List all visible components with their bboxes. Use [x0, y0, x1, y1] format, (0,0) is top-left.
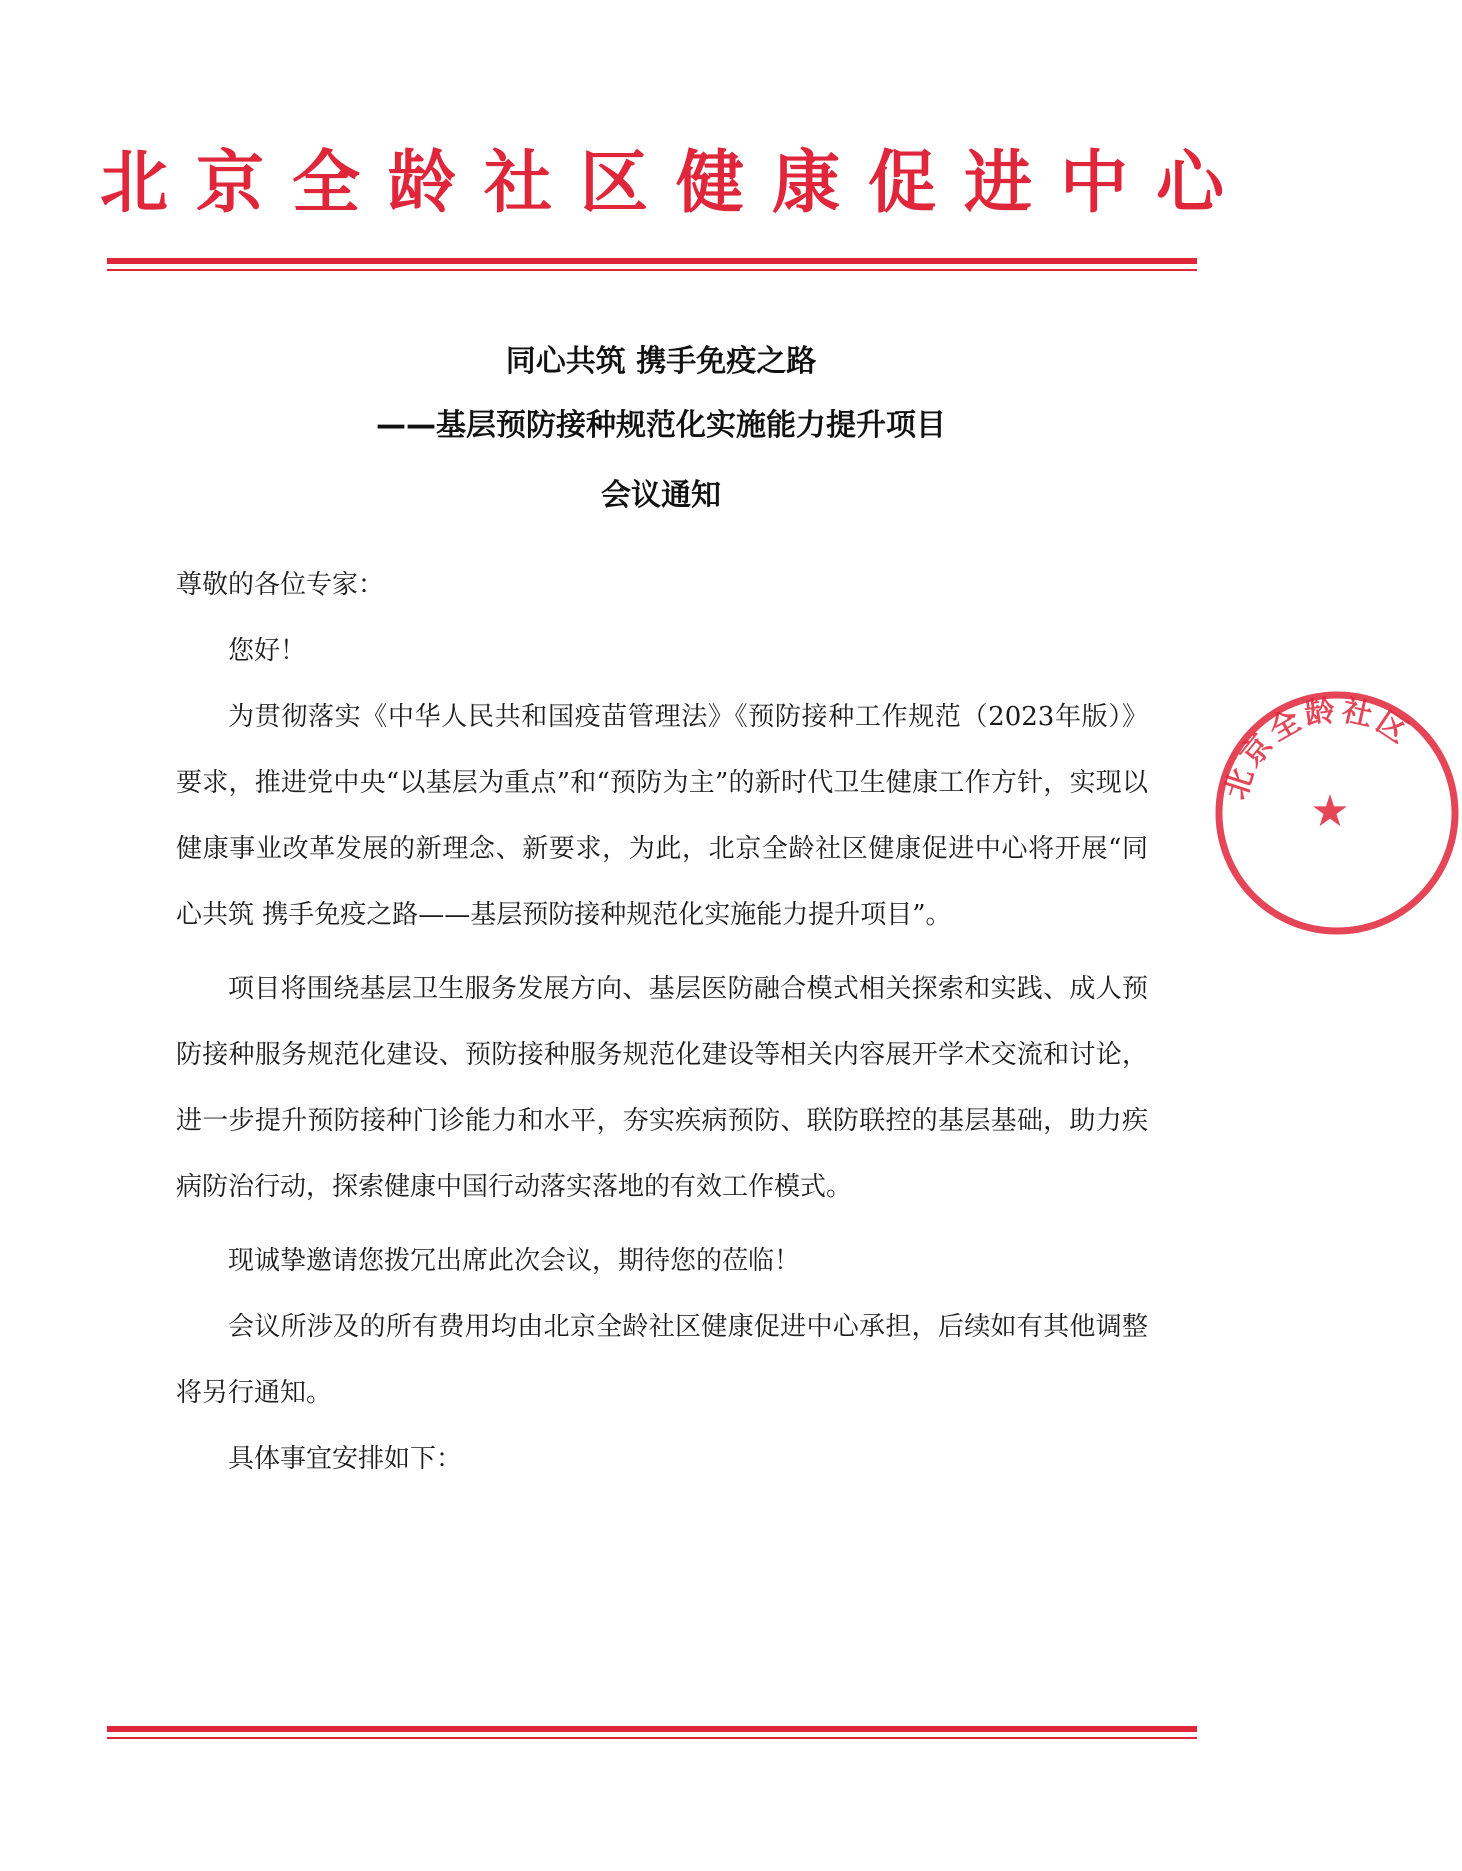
paragraph-project-scope: 项目将围绕基层卫生服务发展方向、基层医防融合模式相关探索和实践、成人预防接种服务规范化建设、预防接种服务规范化建设等相关内容展开学术交流和讨论，进一步提升预防接种门诊能力和水平，夯实疾病预防、联防联控的基层基础，助力疾病防治行动，探索健康中国行动落实落地的有效工作模式。 [176, 974, 1148, 1202]
paragraph-background: 为贯彻落实《中华人民共和国疫苗管理法》《预防接种工作规范（2023年版）》要求，推进党中央“以基层为重点”和“预防为主”的新时代卫生健康工作方针，实现以健康事业改革发展的新理念、新要求，为此，北京全龄社区健康促进中心将开展“同心共筑 携手免疫之路——基层预防接种规范化实施能力提升项目”。 [176, 702, 1148, 930]
salutation: 尊敬的各位专家： [176, 570, 385, 600]
paragraph-invitation: 现诚挚邀请您拨冗出席此次会议，期待您的莅临！ [228, 1246, 801, 1276]
document-title [100, 330, 1222, 528]
title-line-1: 同心共筑 携手免疫之路 [505, 344, 817, 379]
footer-rule [107, 1726, 1197, 1739]
rule-thin-line [107, 269, 1197, 271]
paragraph-expenses: 会议所涉及的所有费用均由北京全龄社区健康促进中心承担，后续如有其他调整将另行通知。 [176, 1312, 1148, 1408]
rule-thick-line [107, 258, 1197, 264]
letterhead-org-name: 北京全龄社区健康促进中心 [100, 144, 1253, 223]
letter-body [176, 552, 1148, 1492]
rule-thick-line [107, 1726, 1197, 1732]
official-seal-stamp [1212, 688, 1462, 938]
svg-text:★: ★ [1310, 786, 1350, 837]
seal-text: 北京全龄社区 [1218, 692, 1418, 804]
title-line-2: ——基层预防接种规范化实施能力提升项目 [376, 408, 946, 443]
greeting: 您好！ [228, 636, 307, 666]
title-line-3: 会议通知 [601, 478, 721, 513]
letterhead-rule [107, 258, 1197, 271]
paragraph-arrangements: 具体事宜安排如下： [228, 1444, 463, 1474]
rule-thin-line [107, 1737, 1197, 1739]
